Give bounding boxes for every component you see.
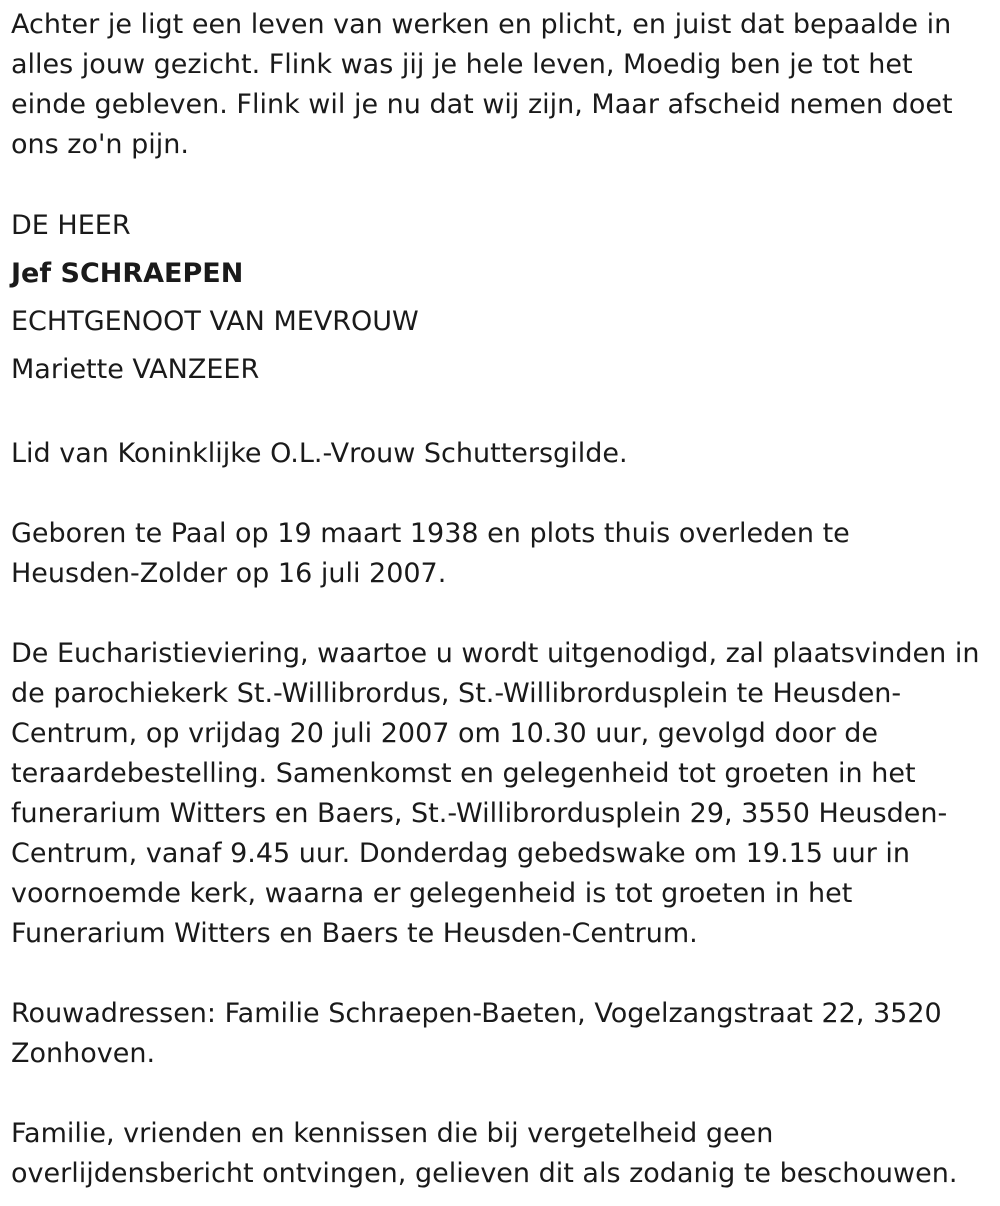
condolence-address: Rouwadressen: Familie Schraepen-Baeten, Vogelzangstraat 22, 3520 Zonhoven. <box>11 998 942 1069</box>
ceremony-text: De Eucharistieviering, waartoe u wordt uitgenodigd, zal plaatsvinden in de parochiekerk St.-Willibrordus, St.-Willibrordusplein te Heusden-Centrum, op vrijdag 20 juli 2007 om 10.30 uur, gevolgd door de teraardebestelling. Samenkomst en gelegenheid tot groeten in het funerarium Witters en Baers, St.-Willibrordusplein 29, 3550 Heusden-Centrum, vanaf 9.45 uur. Donderdag gebedswake om 19.15 uur in voornoemde kerk, waarna er gelegenheid is tot groeten in het Funerarium Witters en Baers te Heusden-Centrum. <box>11 638 980 949</box>
poem-text: Achter je ligt een leven van werken en plicht, en juist dat bepaalde in alles jouw gezicht. Flink was jij je hele leven, Moedig ben je tot het einde gebleven. Flink wil je nu dat wij zijn, Maar afscheid nemen doet ons zo'n pijn. <box>11 9 953 160</box>
deceased-name: Jef SCHRAEPEN <box>11 258 244 289</box>
relation-text: ECHTGENOOT VAN MEVROUW <box>11 306 419 337</box>
name-block <box>11 202 986 394</box>
death-notice <box>11 5 986 1194</box>
title-prefix: DE HEER <box>11 210 131 241</box>
birth-death-text: Geboren te Paal op 19 maart 1938 en plots thuis overleden te Heusden-Zolder op 16 juli 2007. <box>11 518 850 589</box>
membership-text: Lid van Koninklijke O.L.-Vrouw Schuttersgilde. <box>11 438 628 469</box>
spouse-name: Mariette VANZEER <box>11 354 260 385</box>
closing-text: Familie, vrienden en kennissen die bij vergetelheid geen overlijdensbericht ontvingen, gelieven dit als zodanig te beschouwen. <box>11 1118 958 1189</box>
